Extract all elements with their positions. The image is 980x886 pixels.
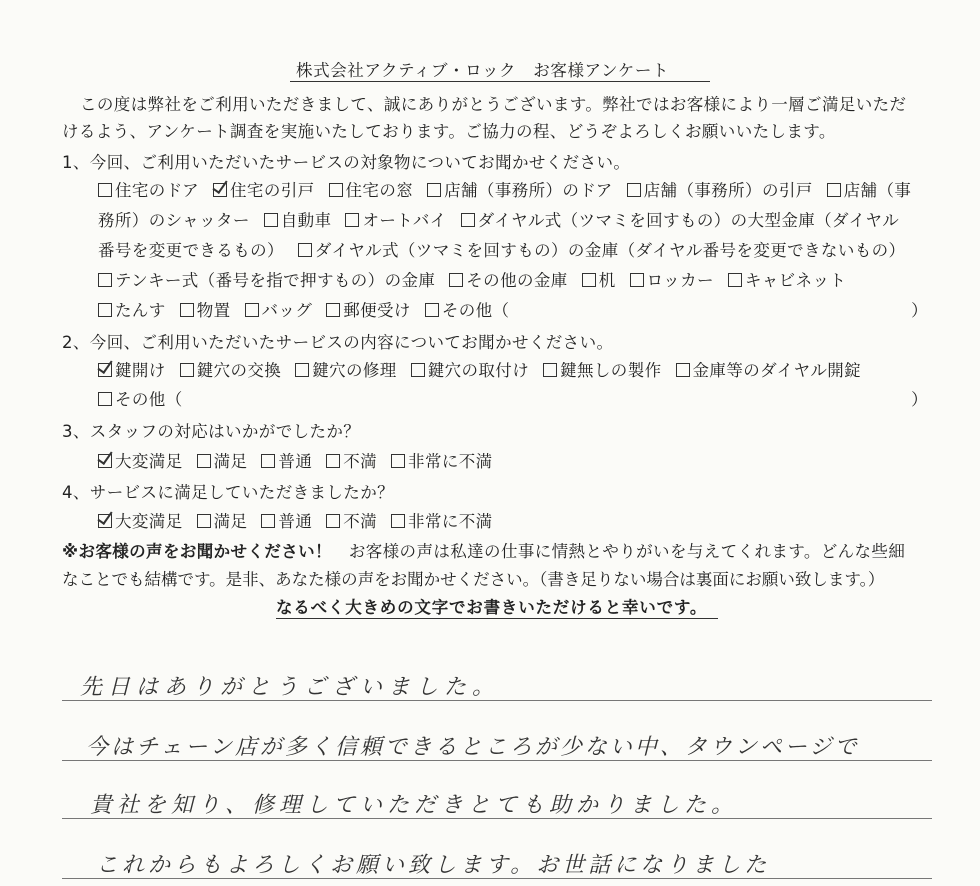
option-label: 物置 bbox=[196, 301, 231, 320]
checkbox[interactable] bbox=[326, 514, 340, 528]
option-label: 満足 bbox=[213, 452, 248, 471]
option-label: 非常に不満 bbox=[408, 452, 493, 471]
option-label: 鍵穴の修理 bbox=[312, 361, 397, 380]
option-label: 大変満足 bbox=[115, 452, 183, 471]
checked-checkbox[interactable] bbox=[98, 363, 112, 377]
survey-option[interactable] bbox=[98, 389, 183, 411]
survey-option[interactable] bbox=[213, 180, 315, 202]
q1-label: 1、今回、ご利用いただいたサービスの対象物についてお聞かせください。 bbox=[62, 153, 631, 172]
intro-line-1: この度は弊社をご利用いただきまして、誠にありがとうございます。弊社ではお客様により一層ご満足いただ bbox=[80, 95, 907, 114]
q1-row-1 bbox=[98, 180, 925, 202]
checkbox[interactable] bbox=[425, 303, 439, 317]
option-label: その他（ bbox=[441, 301, 510, 320]
q1-row-2 bbox=[98, 210, 913, 232]
checkbox[interactable] bbox=[326, 454, 340, 468]
checkbox[interactable] bbox=[180, 363, 194, 377]
q2-paren-close: ） bbox=[911, 390, 928, 409]
checkbox[interactable] bbox=[245, 303, 259, 317]
option-label: ダイヤル式（ツマミを回すもの）の金庫（ダイヤル番号を変更できないもの） bbox=[314, 241, 906, 260]
survey-option[interactable] bbox=[261, 451, 312, 473]
survey-option[interactable] bbox=[676, 360, 862, 382]
survey-option[interactable] bbox=[582, 270, 616, 292]
option-label: 大変満足 bbox=[115, 512, 183, 531]
option-label: キャビネット bbox=[744, 271, 847, 290]
option-label: バッグ bbox=[261, 301, 313, 320]
checkbox[interactable] bbox=[630, 273, 644, 287]
survey-option[interactable] bbox=[98, 300, 166, 322]
survey-option[interactable] bbox=[391, 451, 493, 473]
survey-option[interactable] bbox=[411, 360, 529, 382]
checkbox[interactable] bbox=[98, 392, 112, 406]
survey-option[interactable] bbox=[180, 360, 282, 382]
option-label: テンキー式（番号を指で押すもの）の金庫 bbox=[115, 271, 436, 290]
survey-option[interactable] bbox=[728, 270, 846, 292]
survey-option[interactable] bbox=[180, 300, 231, 322]
option-label: ダイヤル式（ツマミを回すもの）の大型金庫（ダイヤル bbox=[477, 211, 900, 230]
note-underline bbox=[276, 618, 718, 619]
option-label: 鍵穴の取付け bbox=[427, 361, 530, 380]
option-label: 鍵開け bbox=[115, 361, 166, 380]
checkbox[interactable] bbox=[676, 363, 690, 377]
q1-row-5 bbox=[98, 300, 523, 322]
survey-option[interactable] bbox=[827, 180, 912, 202]
survey-option[interactable] bbox=[245, 300, 313, 322]
checkbox[interactable] bbox=[298, 243, 312, 257]
checkbox[interactable] bbox=[197, 514, 211, 528]
checkbox[interactable] bbox=[391, 454, 405, 468]
handwritten-line-2: 今はチェーン店が多く信頼できるところが少ない中、タウンページで bbox=[86, 735, 860, 760]
survey-option[interactable] bbox=[197, 511, 248, 533]
option-label: 務所）のシャッター bbox=[98, 211, 250, 230]
checkbox[interactable] bbox=[411, 363, 425, 377]
option-label: その他の金庫 bbox=[466, 271, 568, 290]
checked-checkbox[interactable] bbox=[98, 454, 112, 468]
voice-line-2: なことでも結構です。是非、あなた様の声をお聞かせください。（書き足りない場合は裏面にお願い致します。） bbox=[62, 570, 885, 589]
option-label: 鍵無しの製作 bbox=[560, 361, 662, 380]
survey-option[interactable] bbox=[449, 270, 567, 292]
checked-checkbox[interactable] bbox=[98, 514, 112, 528]
voice-heading: ※お客様の声をお聞かせください！ bbox=[62, 542, 332, 561]
option-label: 番号を変更できるもの） bbox=[98, 241, 284, 260]
survey-option[interactable] bbox=[98, 180, 199, 202]
checkbox[interactable] bbox=[98, 303, 112, 317]
option-label: 満足 bbox=[213, 512, 248, 531]
survey-option[interactable] bbox=[261, 511, 312, 533]
survey-option[interactable] bbox=[427, 180, 613, 202]
option-label: オートバイ bbox=[362, 211, 447, 230]
option-label: 郵便受け bbox=[343, 301, 411, 320]
q2-label: 2、今回、ご利用いただいたサービスの内容についてお聞かせください。 bbox=[62, 333, 614, 352]
large-text-note: なるべく大きめの文字でお書きいただけると幸いです。 bbox=[276, 598, 708, 617]
option-label: その他（ bbox=[115, 390, 183, 409]
q3-options bbox=[98, 451, 507, 473]
handwritten-line-3: 貴社を知り、修理していただきとても助かりました。 bbox=[90, 793, 739, 818]
survey-option[interactable] bbox=[98, 360, 166, 382]
option-label: 自動車 bbox=[280, 211, 332, 230]
checkbox[interactable] bbox=[98, 273, 112, 287]
q1-row-4 bbox=[98, 270, 860, 292]
checkbox[interactable] bbox=[180, 303, 194, 317]
survey-option[interactable] bbox=[329, 180, 414, 202]
checkbox[interactable] bbox=[345, 213, 359, 227]
survey-option[interactable] bbox=[298, 240, 906, 262]
q1-row-3 bbox=[98, 240, 919, 262]
survey-option[interactable] bbox=[630, 270, 714, 292]
option-label: 不満 bbox=[343, 452, 378, 471]
survey-option[interactable] bbox=[543, 360, 661, 382]
option-label: 鍵穴の交換 bbox=[196, 361, 282, 380]
intro-line-2: けるよう、アンケート調査を実施いたしております。ご協力の程、どうぞよろしくお願いいたします。 bbox=[62, 122, 836, 141]
option-label: たんす bbox=[115, 301, 166, 320]
survey-option bbox=[98, 210, 250, 232]
q2-row-2 bbox=[98, 389, 197, 411]
q2-row-1 bbox=[98, 360, 875, 382]
survey-option[interactable] bbox=[98, 451, 183, 473]
option-label: 普通 bbox=[278, 512, 313, 531]
checkbox[interactable] bbox=[827, 183, 841, 197]
checked-checkbox[interactable] bbox=[213, 183, 227, 197]
checkbox[interactable] bbox=[449, 273, 463, 287]
option-label: 普通 bbox=[278, 452, 313, 471]
q3-label: 3、スタッフの対応はいかがでしたか？ bbox=[62, 422, 361, 441]
checkbox[interactable] bbox=[98, 183, 112, 197]
survey-option[interactable] bbox=[326, 300, 411, 322]
survey-option[interactable] bbox=[391, 511, 493, 533]
handwritten-line-1: 先日はありがとうございました。 bbox=[80, 675, 501, 700]
q1-paren-close: ） bbox=[911, 301, 928, 320]
option-label: 金庫等のダイヤル開錠 bbox=[692, 361, 862, 380]
option-label: ロッカー bbox=[646, 271, 714, 290]
voice-text: お客様の声は私達の仕事に情熱とやりがいを与えてくれます。どんな些細 bbox=[331, 542, 906, 561]
checkbox[interactable] bbox=[326, 303, 340, 317]
q4-label: 4、サービスに満足していただきましたか？ bbox=[62, 483, 394, 502]
survey-option[interactable] bbox=[98, 270, 435, 292]
option-label: 住宅のドア bbox=[115, 181, 200, 200]
option-label: 不満 bbox=[343, 512, 378, 531]
survey-option[interactable] bbox=[197, 451, 248, 473]
survey-option[interactable] bbox=[461, 210, 900, 232]
checkbox[interactable] bbox=[461, 213, 475, 227]
survey-title: 株式会社アクティブ・ロック お客様アンケート bbox=[296, 61, 670, 80]
survey-option[interactable] bbox=[326, 451, 377, 473]
survey-option[interactable] bbox=[98, 511, 183, 533]
checkbox[interactable] bbox=[427, 183, 441, 197]
survey-option[interactable] bbox=[264, 210, 332, 232]
option-label: 机 bbox=[598, 271, 616, 290]
option-label: 店舗（事 bbox=[843, 181, 912, 200]
checkbox[interactable] bbox=[543, 363, 557, 377]
checkbox[interactable] bbox=[295, 363, 309, 377]
option-label: 住宅の引戸 bbox=[230, 181, 315, 200]
checkbox[interactable] bbox=[391, 514, 405, 528]
option-label: 店舗（事務所）の引戸 bbox=[643, 181, 813, 200]
checkbox[interactable] bbox=[728, 273, 742, 287]
survey-option[interactable] bbox=[295, 360, 397, 382]
survey-option[interactable] bbox=[345, 210, 446, 232]
voice-line-1 bbox=[62, 541, 905, 563]
survey-option[interactable] bbox=[326, 511, 377, 533]
checkbox[interactable] bbox=[261, 454, 275, 468]
option-label: 非常に不満 bbox=[408, 512, 493, 531]
survey-option[interactable] bbox=[425, 300, 510, 322]
handwritten-line-4: これからもよろしくお願い致します。お世話になりました bbox=[96, 853, 771, 878]
checkbox[interactable] bbox=[264, 213, 278, 227]
checkbox[interactable] bbox=[261, 514, 275, 528]
checkbox[interactable] bbox=[582, 273, 596, 287]
option-label: 住宅の窓 bbox=[345, 181, 414, 200]
checkbox[interactable] bbox=[329, 183, 343, 197]
option-label: 店舗（事務所）のドア bbox=[444, 181, 613, 200]
survey-option bbox=[98, 240, 284, 262]
checkbox[interactable] bbox=[197, 454, 211, 468]
checkbox[interactable] bbox=[627, 183, 641, 197]
survey-option[interactable] bbox=[627, 180, 813, 202]
title-underline bbox=[290, 81, 710, 82]
q4-options bbox=[98, 511, 507, 533]
